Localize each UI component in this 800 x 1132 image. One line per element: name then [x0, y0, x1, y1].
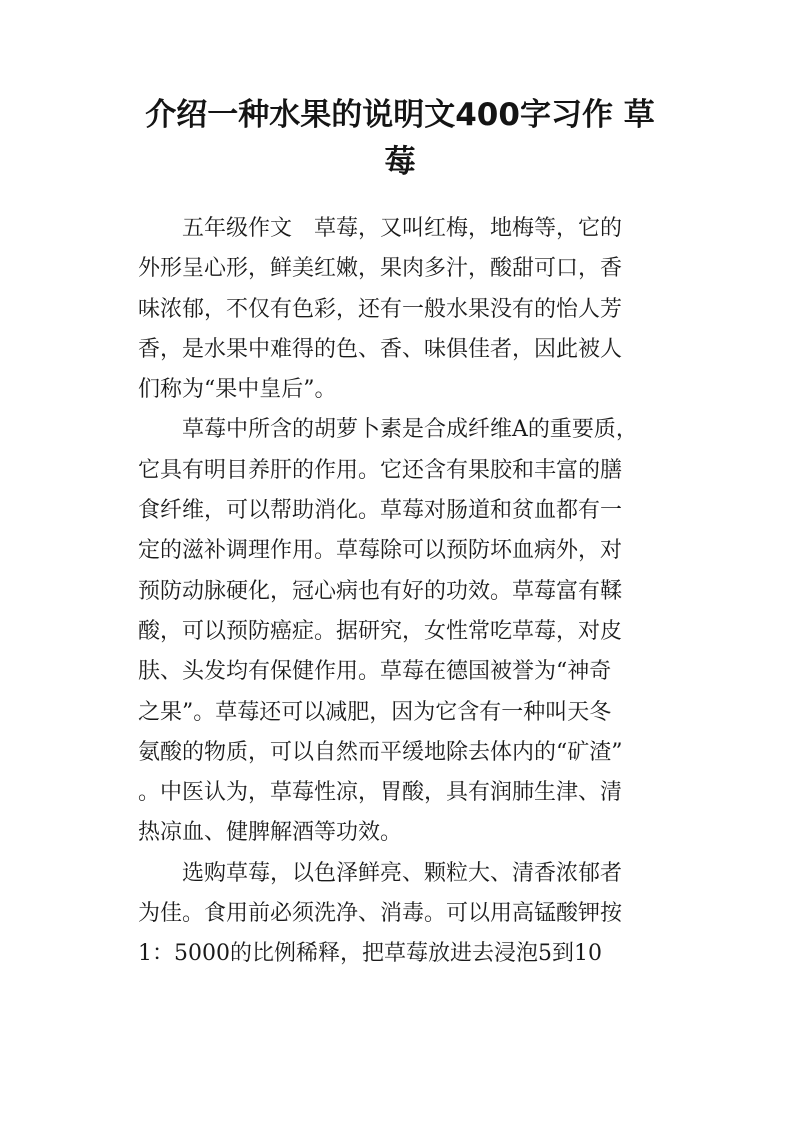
text-line: 们称为“果中皇后”。 — [138, 377, 337, 403]
text-line: 氨酸的物质，可以自然而平缓地除去体内的“矿渣” — [138, 739, 623, 765]
document-title — [120, 92, 680, 186]
text-line: 1：5000的比例稀释，把草莓放进去浸泡5到10 — [138, 941, 602, 967]
text-line: 之果”。草莓还可以减肥，因为它含有一种叫天冬 — [138, 699, 612, 725]
text-line: 肤、头发均有保健作用。草莓在德国被誉为“神奇 — [138, 659, 612, 685]
text-line: 选购草莓，以色泽鲜亮、颗粒大、清香浓郁者 — [182, 860, 623, 886]
text-line: 为佳。食用前必须洗净、消毒。可以用高锰酸钾按 — [138, 901, 623, 927]
text-line: 酸，可以预防癌症。据研究，女性常吃草莓，对皮 — [138, 618, 623, 644]
text-line: 外形呈心形，鲜美红嫩，果肉多汁，酸甜可口，香 — [138, 256, 623, 282]
text-line: 味浓郁，不仅有色彩，还有一般水果没有的怡人芳 — [138, 296, 623, 322]
text-line: 。中医认为，草莓性凉，胃酸，具有润肺生津、清 — [138, 780, 623, 806]
text-line: 食纤维，可以帮助消化。草莓对肠道和贫血都有一 — [138, 498, 623, 524]
text-line: 草莓中所含的胡萝卜素是合成纤维A的重要质， — [182, 417, 638, 443]
text-line: 热凉血、健脾解酒等功效。 — [138, 820, 403, 846]
text-line: 它具有明目养肝的作用。它还含有果胶和丰富的膳 — [138, 457, 623, 483]
paragraph — [138, 410, 666, 853]
text-line: 预防动脉硬化，冠心病也有好的功效。草莓富有鞣 — [138, 578, 623, 604]
title-line: 莓 — [384, 144, 416, 180]
paragraph — [138, 209, 666, 410]
document-body — [138, 209, 666, 975]
paragraph — [138, 854, 666, 975]
title-line: 介绍一种水果的说明文400字习作 草 — [145, 97, 655, 133]
text-line: 香，是水果中难得的色、香、味俱佳者，因此被人 — [138, 336, 623, 362]
text-line: 五年级作文 草莓，又叫红梅，地梅等，它的 — [182, 216, 623, 241]
text-line: 定的滋补调理作用。草莓除可以预防坏血病外，对 — [138, 538, 623, 564]
